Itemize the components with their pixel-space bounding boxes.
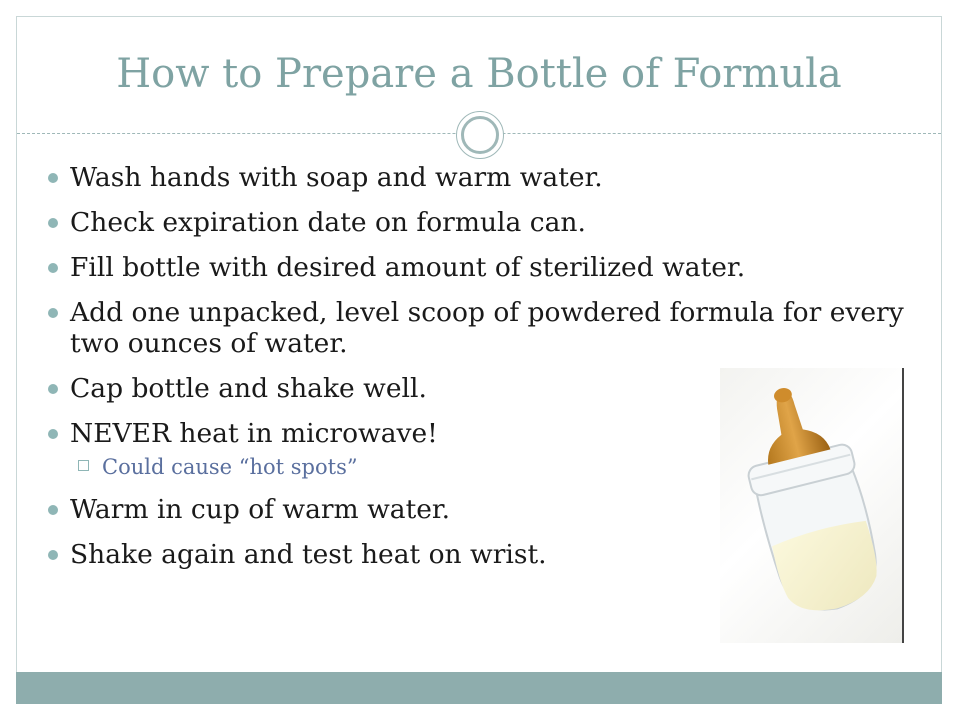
baby-bottle-photo — [720, 368, 904, 643]
bullet-item: Check expiration date on formula can. — [44, 207, 914, 238]
baby-bottle-icon — [720, 368, 902, 643]
circle-ornament-icon — [456, 111, 504, 159]
footer-band — [16, 672, 942, 704]
bullet-item: NEVER heat in microwave! — [44, 418, 914, 449]
sub-bullet-item: Could cause “hot spots” — [44, 454, 914, 480]
bullet-item: Warm in cup of warm water. — [44, 494, 914, 525]
bullet-item: Add one unpacked, level scoop of powdered formula for every two ounces of water. — [44, 297, 914, 359]
bullet-item: Fill bottle with desired amount of sterilized water. — [44, 252, 914, 283]
bullet-item: Shake again and test heat on wrist. — [44, 539, 914, 570]
bullet-item: Cap bottle and shake well. — [44, 373, 914, 404]
slide-title: How to Prepare a Bottle of Formula — [116, 51, 842, 97]
bullet-item: Wash hands with soap and warm water. — [44, 162, 914, 193]
